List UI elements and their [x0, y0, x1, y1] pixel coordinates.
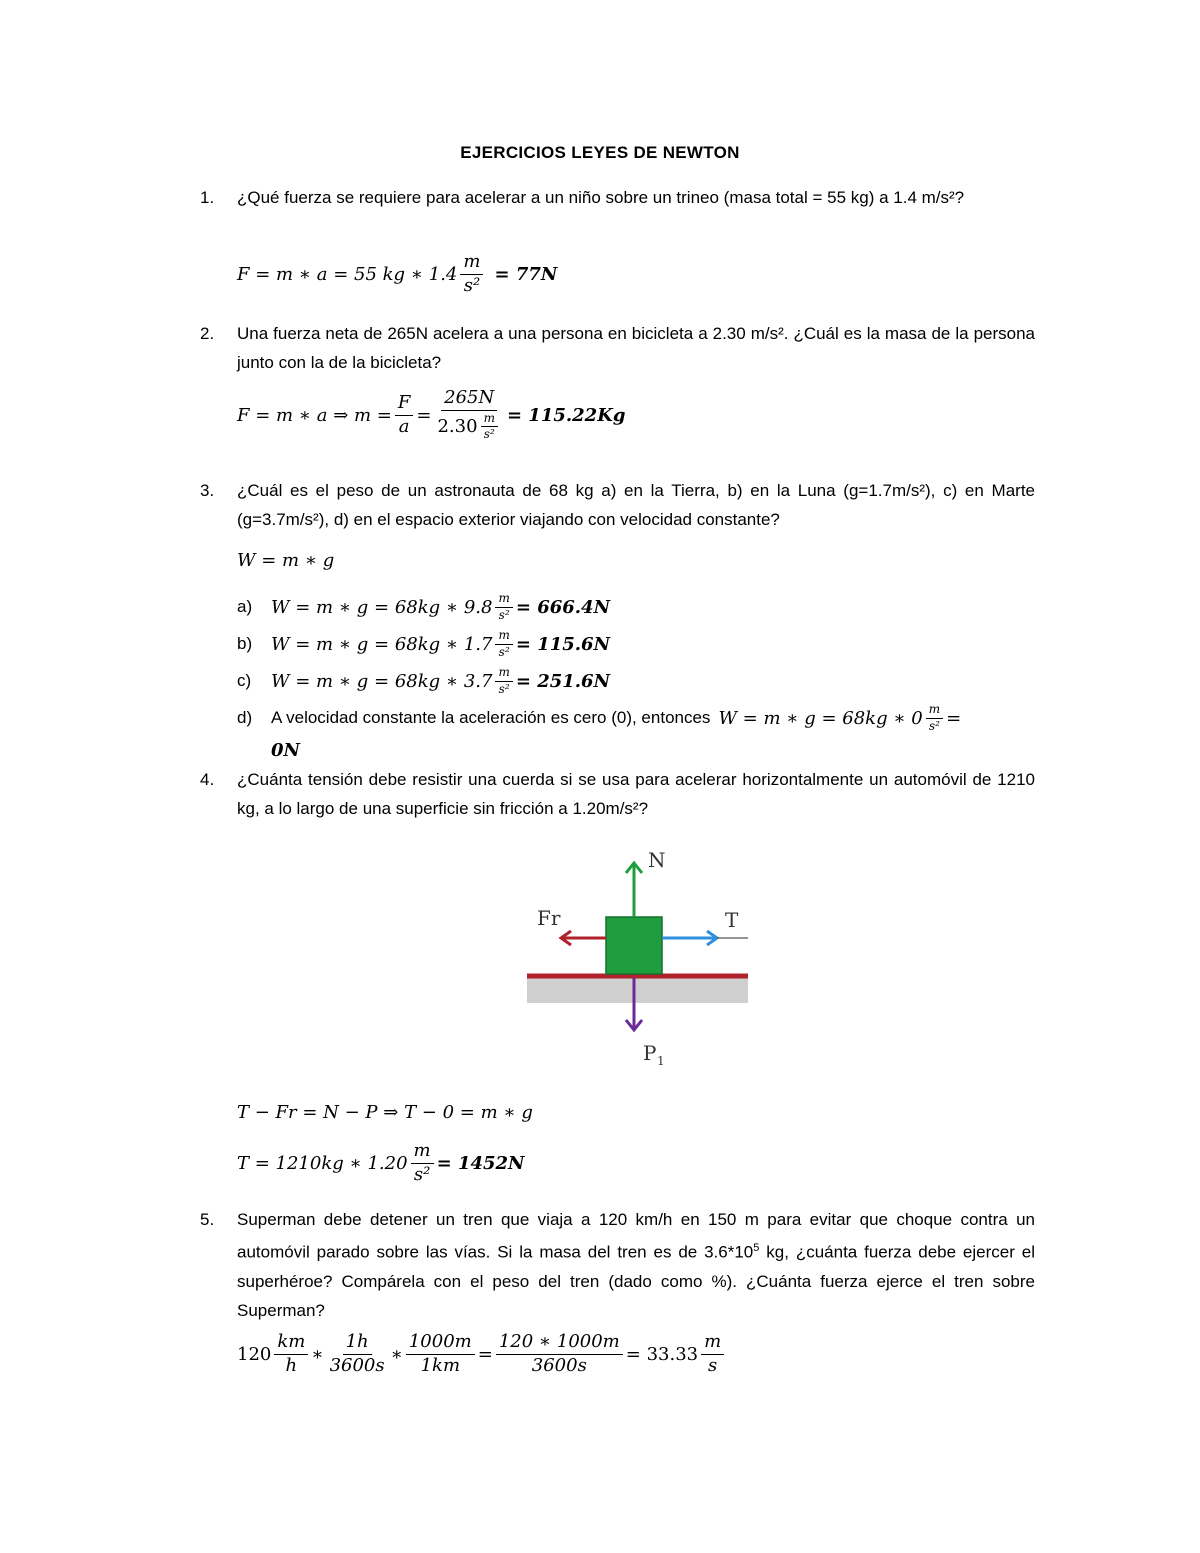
question-number: 4.	[200, 770, 215, 789]
label-p-subscript: 1	[657, 1054, 665, 1068]
tension-arrow	[662, 931, 748, 945]
fraction: $\frac{120 ∗ 1000m}{3600s}$	[496, 1332, 623, 1376]
question-1	[200, 183, 1035, 212]
q3-item-b: b) W = m ∗ g = 68kg ∗ 1.7 $\frac{m}{\text{s²}}$ = 115.6N	[237, 628, 611, 659]
fraction: $\frac{m}{\text{s²}}$	[495, 629, 512, 660]
question-3	[200, 476, 1035, 534]
fraction: $\frac{1000m}{1km}$	[406, 1332, 475, 1376]
friction-arrow	[561, 931, 606, 945]
fraction: $\frac{F}{a}$	[395, 393, 414, 437]
q4-equation-1: T − Fr = N − P ⇒ T − 0 = m ∗ g	[237, 1102, 533, 1123]
q3-item-d-result: 0N	[271, 740, 300, 761]
fraction: $\frac{m}{\text{s²}}$	[481, 412, 498, 443]
q5-equation: 120 $\frac{km}{h}$ ∗ $\frac{1h}{3600s}$ ∗ $\frac{1000m}{1km}$ = $\frac{120 ∗ 1000m}{3600s}$ = 33.33 $\frac{m}{s}$	[237, 1332, 727, 1376]
fraction: $\frac{m}{\text{s²}}$	[495, 666, 512, 697]
question-2	[200, 319, 1035, 377]
question-number: 2.	[200, 324, 215, 343]
question-text: Una fuerza neta de 265N acelera a una persona en bicicleta a 2.30 m/s². ¿Cuál es la masa de la persona junto con la de la bicicleta?	[237, 324, 1035, 372]
free-body-diagram	[520, 845, 760, 1070]
q3-item-c: c) W = m ∗ g = 68kg ∗ 3.7 $\frac{m}{\text{s²}}$ = 251.6N	[237, 665, 611, 696]
normal-arrow	[626, 863, 642, 917]
ground	[527, 978, 748, 1003]
label-fr: Fr	[537, 906, 561, 930]
question-text: ¿Cuál es el peso de un astronauta de 68 kg a) en la Tierra, b) en la Luna (g=1.7m/s²), c) en Marte (g=3.7m/s²), d) en el espacio exterior viajando con velocidad constante?	[237, 481, 1035, 529]
fraction: 265N 2.30 $\frac{m}{\text{s²}}$	[434, 388, 503, 442]
question-number: 1.	[200, 188, 215, 207]
q2-equation: F = m ∗ a ⇒ m = $\frac{F}{a}$ = 265N 2.30 $\frac{m}{\text{s²}}$ = 115.22Kg	[237, 387, 626, 442]
fraction: $\frac{1h}{3600s}$	[329, 1331, 385, 1376]
result: = 666.4N	[515, 596, 611, 618]
fraction: $\frac{m}{s}$	[701, 1332, 724, 1376]
question-4	[200, 765, 1035, 823]
q3-formula: W = m ∗ g	[237, 550, 335, 571]
fraction: $\frac{m}{\text{s²}}$	[411, 1141, 434, 1185]
question-text: Superman debe detener un tren que viaja a 120 km/h en 150 m para evitar que choque contra un automóvil parado sobre las vías. Si la masa del tren es de $3.6*10^5$ kg, ¿cuánta fuerza debe ejercer el superhéroe? Compárela con el peso del tren (dado como %). ¿Cuánta fuerza ejerce el tren sobre Superman?	[237, 1210, 1036, 1320]
question-text: ¿Qué fuerza se requiere para acelerar a un niño sobre un trineo (masa total = 55 kg) a 1.4 m/s²?	[237, 188, 965, 207]
q3-item-a: a) W = m ∗ g = 68kg ∗ 9.8 $\frac{m}{\text{s²}}$ = 666.4N	[237, 591, 611, 622]
q4-equation-2: T = 1210kg ∗ 1.20 $\frac{m}{\text{s²}}$ = 1452N	[237, 1140, 525, 1185]
result: = 115.22Kg	[506, 404, 626, 426]
question-number: 5.	[200, 1210, 215, 1229]
question-5	[200, 1205, 1035, 1325]
q3-item-d: d) A velocidad constante la aceleración es cero (0), entonces W = m ∗ g = 68kg ∗ 0 $\frac{m}{\text{s²}}$ =	[237, 702, 962, 733]
fraction: $\frac{m}{\text{s²}}$	[926, 703, 943, 734]
fraction: $\frac{m}{\text{s²}}$	[460, 252, 483, 296]
fraction: $\frac{m}{\text{s²}}$	[495, 592, 512, 623]
label-p: P	[643, 1041, 657, 1065]
result: = 115.6N	[515, 633, 611, 655]
label-n: N	[648, 848, 666, 872]
result: = 77N	[494, 263, 558, 285]
result: = 1452N	[436, 1152, 525, 1174]
result: = 251.6N	[515, 670, 611, 692]
question-text: ¿Cuánta tensión debe resistir una cuerda si se usa para acelerar horizontalmente un automóvil de 1210 kg, a lo largo de una superficie sin fricción a 1.20m/s²?	[237, 770, 1035, 818]
block	[606, 917, 662, 974]
label-t: T	[725, 908, 739, 932]
document-title: EJERCICIOS LEYES DE NEWTON	[460, 143, 740, 162]
question-number: 3.	[200, 481, 215, 500]
fraction: $\frac{km}{h}$	[274, 1332, 308, 1376]
q1-equation: F = m ∗ a = 55 kg ∗ 1.4 $\frac{m}{\text{s²}}$ = 77N	[237, 251, 558, 296]
